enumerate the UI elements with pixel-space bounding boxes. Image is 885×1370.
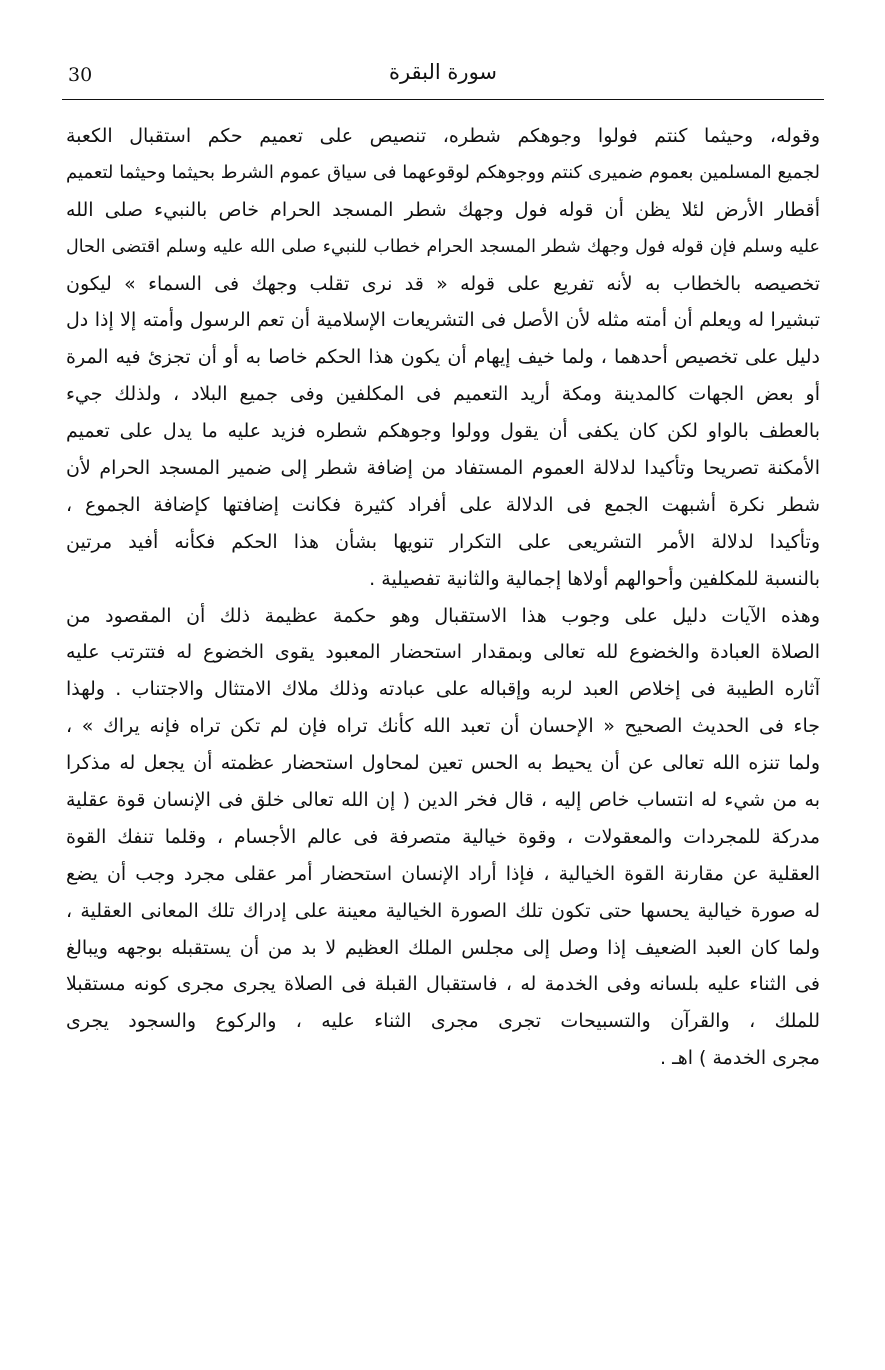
page-number: 30 [68, 64, 93, 86]
text-line: مدركة للمجردات والمعقولات ، وقوة خيالية متصرفة فى عالم الأجسام ، وقلما تنفك القوة [66, 825, 820, 848]
text-line: ولما كان العبد الضعيف إذا وصل إلى مجلس الملك العظيم لا بد من أن يستقبله بوجهه ويبالغ [66, 936, 820, 959]
text-line: تخصيصه بالخطاب به لأنه تفريع على قوله « قد نرى تقلب وجهك فى السماء » ليكون [66, 272, 820, 295]
text-line: أقطار الأرض لئلا يظن أن قوله فول وجهك شطر المسجد الحرام خاص بالنبيء صلى الله [66, 198, 820, 221]
tafsir-text [66, 118, 820, 1077]
page-header [62, 56, 824, 94]
text-line: له صورة خيالية يحسها حتى تكون تلك الصورة الخيالية معينة على إدراك تلك المعانى العقلية ، [66, 899, 820, 922]
text-line: بالعطف بالواو لكن كان يكفى أن يقول وولوا وجوهكم شطره فزيد عليه ما يدل على تعميم [66, 420, 820, 443]
text-line: الأمكنة تصريحا وتأكيدا لدلالة العموم المستفاد من إضافة شطر إلى ضمير المسجد الحرام لأن [66, 457, 820, 480]
text-line: فى الثناء عليه بلسانه وفى الخدمة له ، فاستقبال القبلة فى الصلاة يجرى مجرى كونه مستقبلا [66, 973, 820, 996]
text-line: شطر نكرة أشبهت الجمع فى الدلالة على أفراد كثيرة فكانت إضافتها كإضافة الجموع ، [66, 493, 820, 516]
text-line: العقلية عن مقارنة القوة الخيالية ، فإذا أراد الإنسان استحضار أمر عقلى مجرد وجب أن يضع [66, 862, 820, 885]
text-line: وقوله، وحيثما كنتم فولوا وجوهكم شطره، تنصيص على تعميم حكم استقبال الكعبة [66, 125, 820, 147]
text-line: بالنسبة للمكلفين وأحوالهم أولاها إجمالية والثانية تفصيلية . [369, 567, 820, 590]
text-line: الصلاة العبادة والخضوع لله تعالى وبمقدار استحضار المعبود يقوى الخضوع له فتترتب عليه [66, 641, 820, 664]
text-line: دليل على تخصيص أحدهما ، ولما خيف إيهام أن يكون هذا الحكم خاصا به أو أن تجزئ فيه المرة [66, 346, 820, 369]
text-line: آثاره الطيبة فى إخلاص العبد لربه وإقباله على عبادته وذلك ملاك الامتثال والاجتناب . ولهذا [66, 678, 820, 701]
text-line: تبشيرا له ويعلم أن أمته مثله لأن الأصل فى التشريعات الإسلامية أن تعم الرسول وأمته إلا إذا دل [66, 309, 820, 332]
text-line: عليه وسلم فإن قوله فول وجهك شطر المسجد الحرام خطاب للنبيء صلى الله عليه وسلم اقتضى الحال [66, 236, 820, 257]
text-line: مجرى الخدمة ) اهـ . [660, 1047, 820, 1070]
text-line: للملك ، والقرآن والتسبيحات تجرى مجرى الثناء عليه ، والركوع والسجود يجرى [66, 1010, 820, 1033]
text-line: جاء فى الحديث الصحيح « الإحسان أن تعبد الله كأنك تراه فإن لم تكن تراه فإنه يراك » ، [66, 715, 820, 738]
text-line: أو بعض الجهات كالمدينة ومكة أريد التعميم فى المكلفين وفى جميع البلاد ، ولذلك جيء [66, 383, 820, 406]
text-line: لجميع المسلمين بعموم ضميرى كنتم ووجوهكم لوقوعهما فى سياق عموم الشرط بحيثما وحيثما لتعميم [66, 161, 820, 183]
text-line: وهذه الآيات دليل على وجوب هذا الاستقبال وهو حكمة عظيمة ذلك أن المقصود من [66, 604, 820, 627]
surah-title: سورة البقرة [388, 60, 498, 84]
text-line: وتأكيدا لدلالة الأمر التشريعى على التكرار تنويها بشأن هذا الحكم فكأنه أفيد مرتين [66, 530, 820, 553]
header-divider [62, 99, 824, 100]
text-line: به من شيء له انتساب خاص إليه ، قال فخر الدين ( إن الله تعالى خلق فى الإنسان قوة عقلية [66, 789, 820, 812]
text-line: ولما تنزه الله تعالى عن أن يحيط به الحس تعين لمحاول استحضار عظمته أن يجعل له مذكرا [66, 752, 820, 775]
